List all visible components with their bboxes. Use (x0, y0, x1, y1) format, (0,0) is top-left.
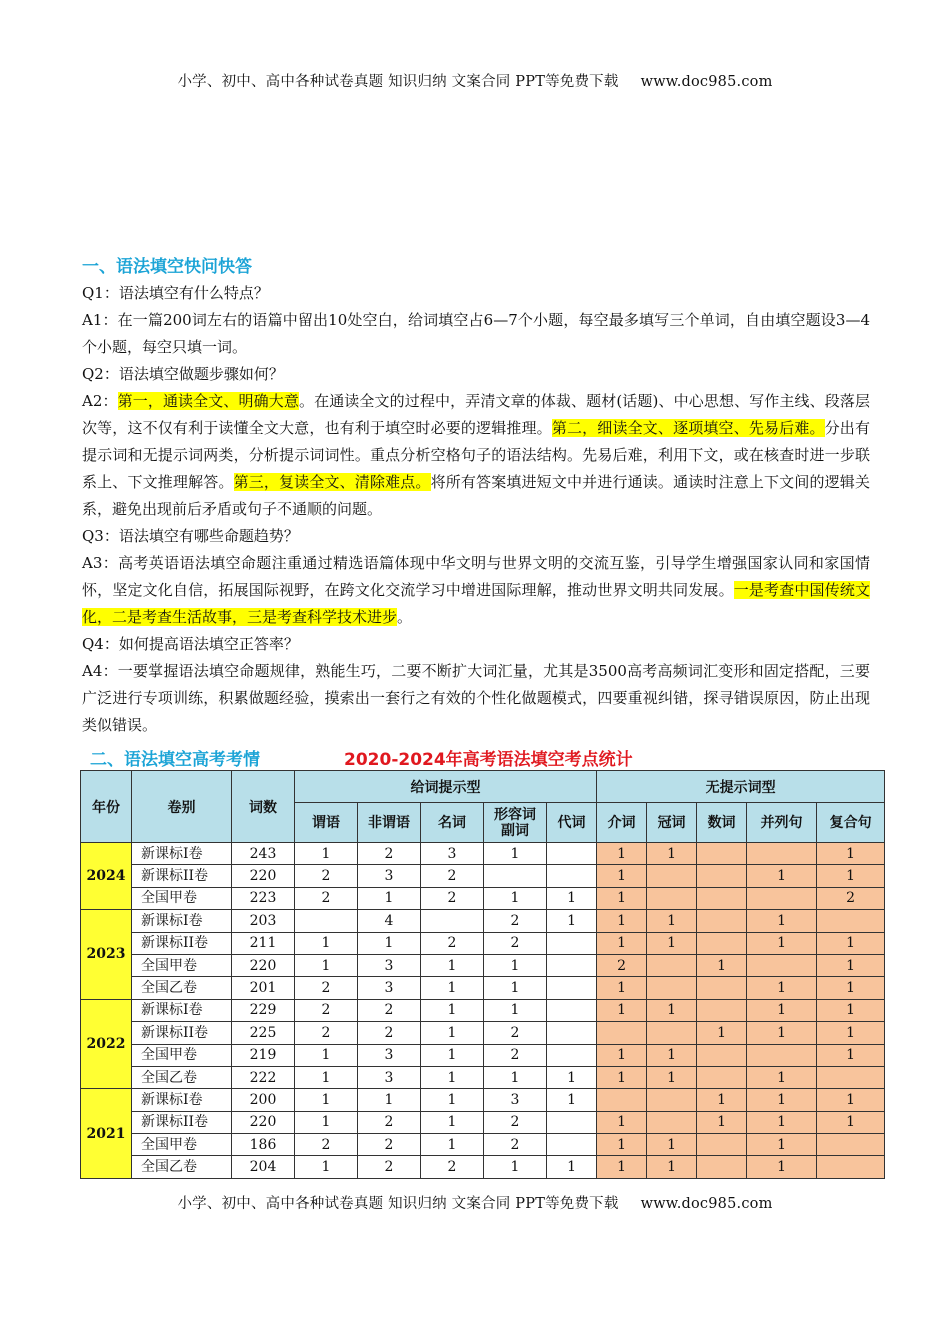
count-cell: 1 (597, 1134, 647, 1156)
count-cell: 1 (747, 977, 817, 999)
words-cell: 186 (232, 1134, 295, 1156)
subheader-col-3: 形容词副词 (484, 803, 547, 843)
count-cell: 1 (421, 1089, 484, 1111)
count-cell (547, 1022, 597, 1044)
count-cell (647, 887, 697, 909)
count-cell: 1 (817, 1022, 885, 1044)
count-cell: 3 (358, 1044, 421, 1066)
count-cell: 3 (358, 1066, 421, 1088)
count-cell: 1 (484, 887, 547, 909)
header-url[interactable]: www.doc985.com (640, 74, 773, 90)
count-cell (817, 1066, 885, 1088)
count-cell: 1 (295, 843, 358, 865)
header-text: 小学、初中、高中各种试卷真题 知识归纳 文案合同 PPT等免费下载 (177, 74, 619, 90)
count-cell: 1 (747, 910, 817, 932)
subheader-col-1: 非谓语 (358, 803, 421, 843)
count-cell: 1 (547, 887, 597, 909)
count-cell: 3 (358, 977, 421, 999)
count-cell: 2 (358, 1156, 421, 1178)
count-cell (817, 1134, 885, 1156)
count-cell: 1 (421, 1044, 484, 1066)
count-cell: 2 (295, 999, 358, 1021)
count-cell (697, 977, 747, 999)
count-cell (747, 954, 817, 976)
answer-3-end: 。 (397, 608, 413, 626)
highlight-step-1: 第一，通读全文、明确大意 (117, 392, 299, 410)
answer-2-text-2: 分出有提示词和无提示词两类，分析提示词词性。重点分析空格句子的语法结构。先易后难，利用下文，或在核查时进一步联系上、下文推理解答。 (82, 419, 870, 491)
count-cell (547, 999, 597, 1021)
count-cell (747, 887, 817, 909)
count-cell (647, 954, 697, 976)
count-cell (817, 1156, 885, 1178)
section2-title: 二、语法填空高考考情 (90, 750, 260, 770)
question-3: Q3：语法填空有哪些命题趋势？ (82, 527, 299, 545)
count-cell: 1 (597, 865, 647, 887)
section2-heading (90, 745, 880, 771)
subheader-col-6: 冠词 (647, 803, 697, 843)
count-cell (697, 932, 747, 954)
count-cell: 1 (358, 887, 421, 909)
count-cell: 1 (747, 999, 817, 1021)
header-volume: 卷别 (132, 771, 232, 843)
answer-2-text-3: 将所有答案填进短文中并进行通读。通读时注意上下文间的逻辑关系，避免出现前后矛盾或句子不通顺的问题。 (82, 473, 870, 518)
count-cell: 1 (597, 887, 647, 909)
count-cell (697, 999, 747, 1021)
table-row (81, 1044, 885, 1066)
count-cell (647, 865, 697, 887)
count-cell: 2 (484, 1044, 547, 1066)
count-cell (697, 910, 747, 932)
count-cell: 1 (647, 999, 697, 1021)
count-cell: 2 (295, 977, 358, 999)
volume-cell: 全国甲卷 (132, 887, 232, 909)
count-cell: 4 (358, 910, 421, 932)
count-cell: 1 (597, 1111, 647, 1133)
count-cell (547, 932, 597, 954)
count-cell: 1 (484, 1066, 547, 1088)
count-cell: 1 (421, 1111, 484, 1133)
count-cell: 1 (817, 865, 885, 887)
count-cell: 2 (484, 932, 547, 954)
volume-cell: 新课标I卷 (132, 1089, 232, 1111)
count-cell: 2 (421, 932, 484, 954)
table-row (81, 843, 885, 865)
count-cell: 2 (358, 1134, 421, 1156)
answer-1: A1：在一篇200词左右的语篇中留出10处空白，给词填空占6—7个小题，每空最多填写三个单词，自由填空题设3—4个小题，每空只填一词。 (82, 311, 870, 356)
table-row (81, 1111, 885, 1133)
words-cell: 200 (232, 1089, 295, 1111)
words-cell: 223 (232, 887, 295, 909)
table-row (81, 999, 885, 1021)
words-cell: 243 (232, 843, 295, 865)
table-row (81, 1022, 885, 1044)
year-cell: 2023 (81, 910, 132, 1000)
header-group-hint: 给词提示型 (295, 771, 597, 803)
words-cell: 225 (232, 1022, 295, 1044)
count-cell: 1 (697, 954, 747, 976)
count-cell: 1 (484, 954, 547, 976)
volume-cell: 新课标I卷 (132, 999, 232, 1021)
volume-cell: 新课标II卷 (132, 1111, 232, 1133)
volume-cell: 新课标II卷 (132, 932, 232, 954)
count-cell: 1 (547, 910, 597, 932)
count-cell (547, 843, 597, 865)
header-group-nohint: 无提示词型 (597, 771, 885, 803)
count-cell: 1 (484, 843, 547, 865)
count-cell: 1 (817, 977, 885, 999)
count-cell: 1 (421, 1022, 484, 1044)
volume-cell: 新课标I卷 (132, 843, 232, 865)
count-cell: 1 (817, 843, 885, 865)
count-cell (597, 1089, 647, 1111)
count-cell: 1 (747, 1111, 817, 1133)
volume-cell: 全国乙卷 (132, 977, 232, 999)
count-cell (547, 865, 597, 887)
question-2: Q2：语法填空做题步骤如何？ (82, 365, 284, 383)
count-cell: 2 (421, 1156, 484, 1178)
question-4: Q4：如何提高语法填空正答率？ (82, 635, 299, 653)
count-cell: 1 (547, 1156, 597, 1178)
count-cell: 1 (358, 1089, 421, 1111)
count-cell: 1 (421, 977, 484, 999)
count-cell: 1 (697, 1022, 747, 1044)
table-row (81, 865, 885, 887)
count-cell: 1 (747, 865, 817, 887)
count-cell: 2 (358, 1022, 421, 1044)
count-cell: 2 (295, 865, 358, 887)
volume-cell: 全国甲卷 (132, 1134, 232, 1156)
count-cell: 1 (647, 1044, 697, 1066)
subheader-col-2: 名词 (421, 803, 484, 843)
count-cell (547, 1134, 597, 1156)
count-cell (647, 1089, 697, 1111)
stats-table (80, 770, 885, 1179)
words-cell: 203 (232, 910, 295, 932)
count-cell: 1 (647, 1156, 697, 1178)
count-cell: 2 (358, 1111, 421, 1133)
count-cell: 1 (817, 1044, 885, 1066)
year-cell: 2021 (81, 1089, 132, 1179)
highlight-step-2: 第二，细读全文、逐项填空、先易后难。 (551, 419, 825, 437)
count-cell: 1 (597, 910, 647, 932)
count-cell: 1 (484, 1156, 547, 1178)
highlight-step-3: 第三，复读全文、清除难点。 (233, 473, 431, 491)
count-cell (697, 1134, 747, 1156)
table-row (81, 932, 885, 954)
subheader-col-9: 复合句 (817, 803, 885, 843)
answer-2-text-1: 。在通读全文的过程中，弄清文章的体裁、题材(话题)、中心思想、写作主线、段落层次等，这不仅有利于读懂全文大意，也有利于填空时必要的逻辑推理。 (82, 392, 870, 437)
count-cell: 2 (295, 1022, 358, 1044)
answer-2 (82, 388, 870, 523)
count-cell: 1 (421, 1066, 484, 1088)
count-cell: 1 (817, 954, 885, 976)
count-cell: 1 (597, 977, 647, 999)
table-row (81, 1089, 885, 1111)
words-cell: 201 (232, 977, 295, 999)
count-cell: 2 (484, 910, 547, 932)
highlight-trends: 一是考查中国传统文化，二是考查生活故事，三是考查科学技术进步 (82, 581, 870, 626)
count-cell (747, 843, 817, 865)
subheader-col-8: 并列句 (747, 803, 817, 843)
count-cell: 1 (421, 1134, 484, 1156)
words-cell: 219 (232, 1044, 295, 1066)
words-cell: 211 (232, 932, 295, 954)
answer-2-prefix: A2： (82, 392, 118, 410)
count-cell: 2 (295, 887, 358, 909)
table-row (81, 977, 885, 999)
count-cell: 1 (295, 932, 358, 954)
page-header (0, 70, 950, 91)
count-cell: 1 (295, 1111, 358, 1133)
count-cell: 2 (817, 887, 885, 909)
words-cell: 229 (232, 999, 295, 1021)
count-cell (295, 910, 358, 932)
volume-cell: 新课标II卷 (132, 1022, 232, 1044)
count-cell: 2 (484, 1134, 547, 1156)
count-cell: 1 (547, 1089, 597, 1111)
count-cell: 1 (647, 1134, 697, 1156)
question-1: Q1：语法填空有什么特点？ (82, 284, 269, 302)
count-cell: 2 (358, 843, 421, 865)
volume-cell: 新课标II卷 (132, 865, 232, 887)
count-cell: 1 (484, 999, 547, 1021)
subheader-col-4: 代词 (547, 803, 597, 843)
count-cell: 1 (421, 954, 484, 976)
count-cell: 2 (597, 954, 647, 976)
footer-text: 小学、初中、高中各种试卷真题 知识归纳 文案合同 PPT等免费下载 (177, 1196, 619, 1212)
count-cell: 2 (295, 1134, 358, 1156)
count-cell: 1 (597, 932, 647, 954)
qa-section (82, 254, 870, 739)
subheader-col-7: 数词 (697, 803, 747, 843)
count-cell (547, 1044, 597, 1066)
volume-cell: 全国乙卷 (132, 1156, 232, 1178)
subheader-col-5: 介词 (597, 803, 647, 843)
count-cell: 1 (547, 1066, 597, 1088)
answer-3 (82, 550, 870, 631)
answer-3-text: A3：高考英语语法填空命题注重通过精选语篇体现中华文明与世界文明的交流互鉴，引导学生增强国家认同和家国情怀，坚定文化自信，拓展国际视野，在跨文化交流学习中增进国际理解，推动世界文明共同发展。 (82, 554, 870, 599)
count-cell: 3 (358, 954, 421, 976)
volume-cell: 全国乙卷 (132, 1066, 232, 1088)
count-cell: 1 (647, 932, 697, 954)
count-cell: 1 (597, 1156, 647, 1178)
count-cell: 2 (358, 999, 421, 1021)
table-row (81, 910, 885, 932)
count-cell (697, 865, 747, 887)
count-cell: 3 (358, 865, 421, 887)
count-cell: 1 (295, 1044, 358, 1066)
count-cell (697, 843, 747, 865)
count-cell: 1 (817, 1089, 885, 1111)
words-cell: 222 (232, 1066, 295, 1088)
count-cell: 1 (295, 1089, 358, 1111)
count-cell (817, 910, 885, 932)
count-cell: 1 (817, 1111, 885, 1133)
table-row (81, 1066, 885, 1088)
count-cell (697, 887, 747, 909)
count-cell: 1 (697, 1111, 747, 1133)
count-cell (647, 1111, 697, 1133)
count-cell: 1 (817, 999, 885, 1021)
page-footer (0, 1192, 950, 1213)
table-row (81, 887, 885, 909)
count-cell: 1 (597, 843, 647, 865)
words-cell: 220 (232, 1111, 295, 1133)
count-cell: 1 (647, 910, 697, 932)
count-cell (484, 865, 547, 887)
subheader-col-0: 谓语 (295, 803, 358, 843)
answer-4: A4：一要掌握语法填空命题规律，熟能生巧，二要不断扩大词汇量，尤其是3500高考高频词汇变形和固定搭配，三要广泛进行专项训练，积累做题经验，摸索出一套行之有效的个性化做题模式，四要重视纠错，探寻错误原因，防止出现类似错误。 (82, 662, 870, 734)
footer-url[interactable]: www.doc985.com (640, 1196, 773, 1212)
count-cell (647, 977, 697, 999)
year-cell: 2022 (81, 999, 132, 1089)
count-cell: 1 (697, 1089, 747, 1111)
count-cell: 2 (484, 1022, 547, 1044)
count-cell: 1 (747, 1156, 817, 1178)
count-cell: 2 (421, 865, 484, 887)
count-cell: 1 (295, 954, 358, 976)
count-cell: 2 (484, 1111, 547, 1133)
count-cell: 1 (647, 1066, 697, 1088)
words-cell: 204 (232, 1156, 295, 1178)
count-cell: 1 (597, 1044, 647, 1066)
count-cell (697, 1066, 747, 1088)
count-cell (597, 1022, 647, 1044)
count-cell: 1 (747, 1134, 817, 1156)
count-cell (697, 1156, 747, 1178)
count-cell: 3 (484, 1089, 547, 1111)
volume-cell: 新课标I卷 (132, 910, 232, 932)
count-cell: 2 (421, 887, 484, 909)
table-row (81, 1134, 885, 1156)
count-cell (547, 1111, 597, 1133)
table-row (81, 954, 885, 976)
year-cell: 2024 (81, 843, 132, 910)
count-cell (697, 1044, 747, 1066)
words-cell: 220 (232, 954, 295, 976)
count-cell: 1 (295, 1066, 358, 1088)
header-year: 年份 (81, 771, 132, 843)
count-cell: 1 (597, 999, 647, 1021)
count-cell (421, 910, 484, 932)
count-cell: 3 (421, 843, 484, 865)
table-row (81, 1156, 885, 1178)
count-cell: 1 (421, 999, 484, 1021)
count-cell (747, 1044, 817, 1066)
count-cell: 1 (747, 932, 817, 954)
count-cell: 1 (295, 1156, 358, 1178)
volume-cell: 全国甲卷 (132, 1044, 232, 1066)
volume-cell: 全国甲卷 (132, 954, 232, 976)
count-cell: 1 (817, 932, 885, 954)
count-cell: 1 (358, 932, 421, 954)
section1-title: 一、语法填空快问快答 (82, 257, 252, 277)
words-cell: 220 (232, 865, 295, 887)
count-cell: 1 (747, 1022, 817, 1044)
count-cell: 1 (747, 1066, 817, 1088)
count-cell: 1 (747, 1089, 817, 1111)
count-cell (547, 977, 597, 999)
table-title: 2020-2024年高考语法填空考点统计 (344, 750, 633, 770)
header-words: 词数 (232, 771, 295, 843)
count-cell: 1 (484, 977, 547, 999)
count-cell: 1 (647, 843, 697, 865)
count-cell (547, 954, 597, 976)
count-cell (647, 1022, 697, 1044)
count-cell: 1 (597, 1066, 647, 1088)
